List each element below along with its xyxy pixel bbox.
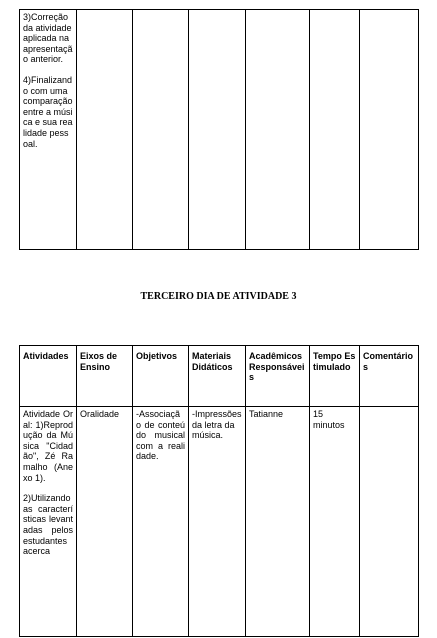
- section-title: TERCEIRO DIA DE ATIVIDADE 3: [140, 291, 297, 302]
- third-day-activity-table: [19, 345, 419, 637]
- previous-activity-table: [19, 9, 419, 250]
- empty-cell: [189, 10, 246, 250]
- table-row: [20, 407, 419, 637]
- header-eixos-de-ensino: Eixos de Ensino: [77, 346, 133, 407]
- atividade-cell: [20, 407, 77, 637]
- empty-cell: [360, 10, 419, 250]
- empty-cell: [310, 10, 360, 250]
- atividade-part-2: 2)Utilizando as características levantadas pelos estudantes acerca: [23, 493, 73, 557]
- empty-cell: [133, 10, 189, 250]
- step-4-text: 4)Finalizando com uma comparação entre a música e sua realidade pessoal.: [23, 74, 73, 149]
- activity-steps-cell: [20, 10, 77, 250]
- header-materiais-didaticos: Materiais Didáticos: [189, 346, 246, 407]
- table-row: [20, 10, 419, 250]
- eixos-cell: Oralidade: [77, 407, 133, 637]
- header-objetivos: Objetivos: [133, 346, 189, 407]
- comentarios-cell: [360, 407, 419, 637]
- atividade-part-1: Atividade Oral: 1)Reprodução da Música "Cidadão", Zé Ramalho (Anexo 1).: [23, 409, 73, 483]
- step-3-text: 3)Correção da atividade aplicada na apresentação anterior.: [23, 12, 73, 65]
- materiais-cell: -Impressões da letra da música.: [189, 407, 246, 637]
- header-row: [20, 346, 419, 407]
- tempo-cell: 15 minutos: [310, 407, 360, 637]
- academicos-cell: Tatianne: [246, 407, 310, 637]
- header-academicos-responsaveis: Acadêmicos Responsáveis: [246, 346, 310, 407]
- header-tempo-estimulado: Tempo Estimulado: [310, 346, 360, 407]
- header-comentarios: Comentários: [360, 346, 419, 407]
- header-atividades: Atividades: [20, 346, 77, 407]
- objetivos-cell: -Associação de conteúdo musical com a realidade.: [133, 407, 189, 637]
- empty-cell: [246, 10, 310, 250]
- empty-cell: [77, 10, 133, 250]
